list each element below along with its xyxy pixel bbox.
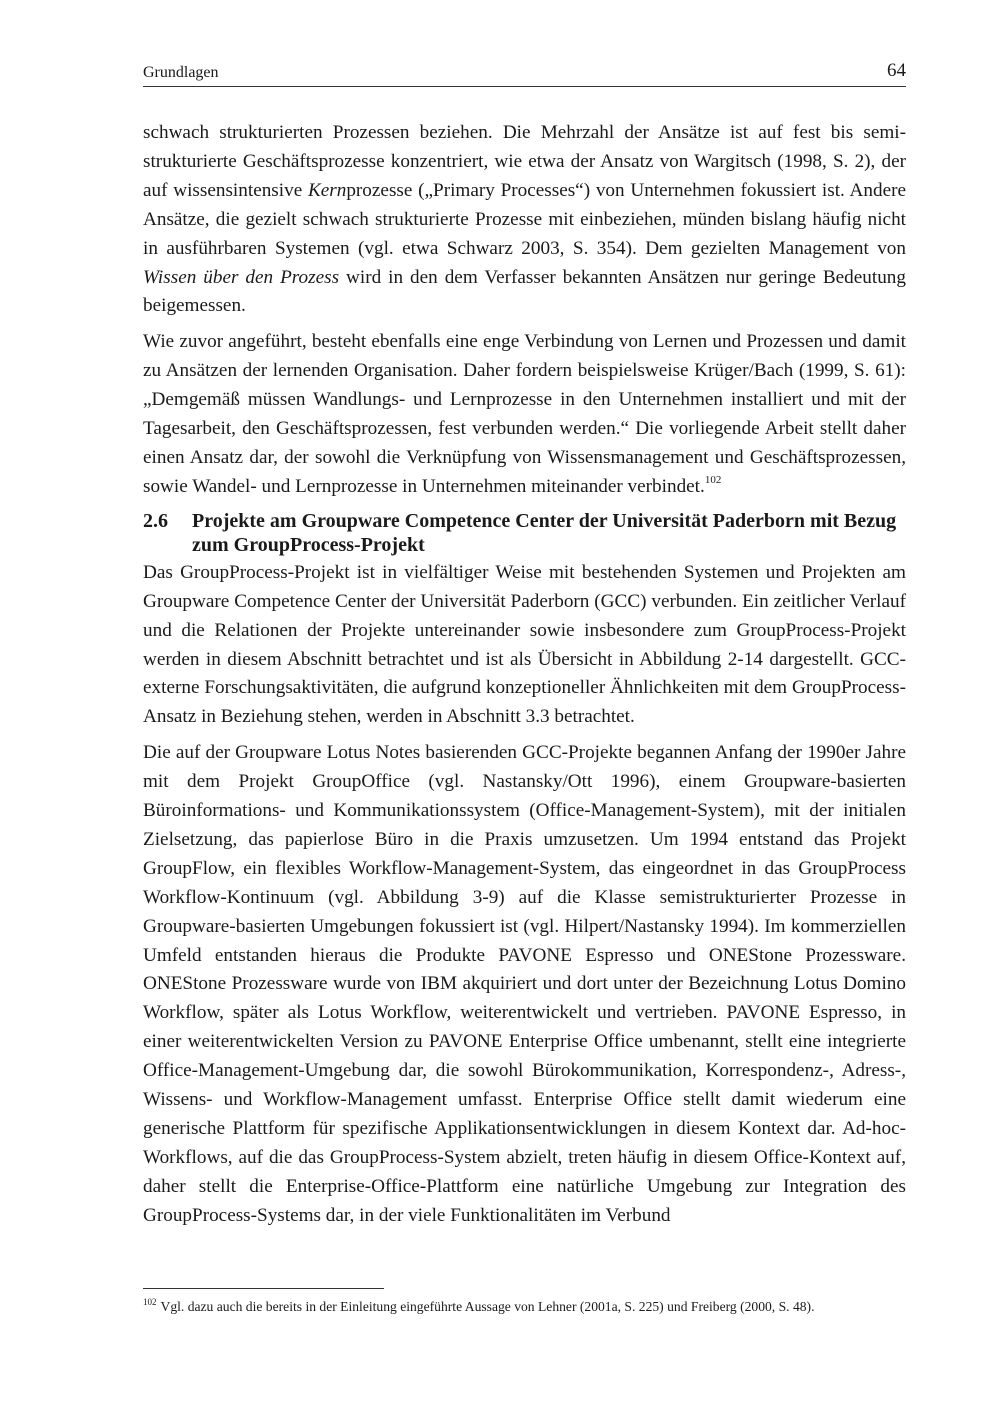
paragraph-1 [143, 119, 906, 321]
running-header [143, 62, 906, 87]
emphasis-wissen: Wissen über den Prozess [143, 266, 340, 288]
page-number: 64 [887, 60, 906, 81]
header-section-title: Grundlagen [143, 64, 219, 81]
section-number: 2.6 [143, 509, 168, 532]
paragraph-1-text-c: wird in den dem Verfasser bekannten Ansätzen nur geringe Bedeutung beigemessen. [143, 266, 906, 317]
paragraph-2 [143, 328, 906, 501]
paragraph-2-text: Wie zuvor angeführt, besteht ebenfalls eine enge Verbindung von Lernen und Prozessen und damit zu Ansätzen der lernenden Organisation. Daher fordern beispielsweise Krüger/Bach (1999, S. 61): „Demgemäß müssen Wandlungs- und Lernprozesse in den Unternehmen installiert und mit der Tagesarbeit, den Geschäftsprozessen, fest verbunden werden.“ Die vorliegende Arbeit stellt daher einen Ansatz dar, der sowohl die Verknüpfung von Wissensmanagement und Geschäftsprozessen, sowie Wandel- und Lernprozesse in Unternehmen miteinander verbindet. [143, 331, 906, 497]
footnote [143, 1298, 906, 1316]
section-heading [143, 509, 906, 557]
page-body [143, 119, 906, 1238]
footnote-text: Vgl. dazu auch die bereits in der Einleitung eingeführte Aussage von Lehner (2001a, S. 225) und Freiberg (2000, S. 48). [160, 1299, 815, 1314]
footnote-divider [143, 1288, 384, 1289]
footnote-reference[interactable]: 102 [704, 473, 722, 486]
footnote-number: 102 [143, 1297, 157, 1307]
paragraph-3: Das GroupProcess-Projekt ist in vielfältiger Weise mit bestehenden Systemen und Projekten am Groupware Competence Center der Universität Paderborn (GCC) verbunden. Ein zeitlicher Verlauf und die Relationen der Projekte untereinander sowie insbesondere zum GroupProcess-Projekt werden in diesem Abschnitt betrachtet und ist als Übersicht in Abbildung 2-14 dargestellt. GCC-externe Forschungsaktivitäten, die aufgrund konzeptioneller Ähnlichkeiten mit dem GroupProcess-Ansatz in Beziehung stehen, werden in Abschnitt 3.3 betrachtet. [143, 561, 906, 728]
paragraph-4: Die auf der Groupware Lotus Notes basierenden GCC-Projekte begannen Anfang der 1990er Jahre mit dem Projekt GroupOffice (vgl. Nastansky/Ott 1996), einem Groupware-basierten Büroinformations- und Kommunikationssystem (Office-Management-System), mit der initialen Zielsetzung, das papierlose Büro in die Praxis umzusetzen. Um 1994 entstand das Projekt GroupFlow, ein flexibles Workflow-Management-System, das eingeordnet in das GroupProcess Workflow-Kontinuum (vgl. Abbildung 3-9) auf die Klasse semistrukturierter Prozesse in Groupware-basierten Umgebungen fokussiert ist (vgl. Hilpert/Nastansky 1994). Im kommerziellen Umfeld entstanden hieraus die Produkte PAVONE Espresso und ONEStone Prozessware. ONEStone Prozessware wurde von IBM akquiriert und dort unter der Bezeichnung Lotus Domino Workflow, später als Lotus Workflow, weiterentwickelt und vertrieben. PAVONE Espresso, in einer weiterentwickelten Version zu PAVONE Enterprise Office umbenannt, stellt eine integrierte Office-Management-Umgebung dar, die sowohl Bürokommunikation, Korrespondenz-, Adress-, Wissens- und Workflow-Management umfasst. Enterprise Office stellt damit wiederum eine generische Plattform für spezifische Applikationsentwicklungen in diesem Kontext dar. Ad-hoc-Workflows, auf die das GroupProcess-System abzielt, treten häufig in diesem Office-Kontext auf, daher stellt die Enterprise-Office-Plattform eine natürliche Umgebung zur Integration des GroupProcess-Systems dar, in der viele Funktionalitäten im Verbund [143, 742, 906, 1226]
section-title: Projekte am Groupware Competence Center der Universität Paderborn mit Bezug zum GroupProcess-Projekt [192, 509, 897, 556]
emphasis-kern: Kern [307, 179, 347, 201]
paragraph-1-text-a: schwach strukturierten Prozessen beziehen. Die Mehrzahl der Ansätze ist auf fest bis semi-strukturierte Geschäftsprozesse konzentriert, wie etwa der Ansatz von Wargitsch (1998, S. 2), der auf wissensintensive [143, 122, 906, 201]
paragraph-1-text-b: prozesse („Primary Processes“) von Unternehmen fokussiert ist. Andere Ansätze, die gezielt schwach strukturierte Prozesse mit einbeziehen, münden bislang häufig nicht in ausführbaren Systemen (vgl. etwa Schwarz 2003, S. 354). Dem gezielten Management von [143, 179, 906, 259]
